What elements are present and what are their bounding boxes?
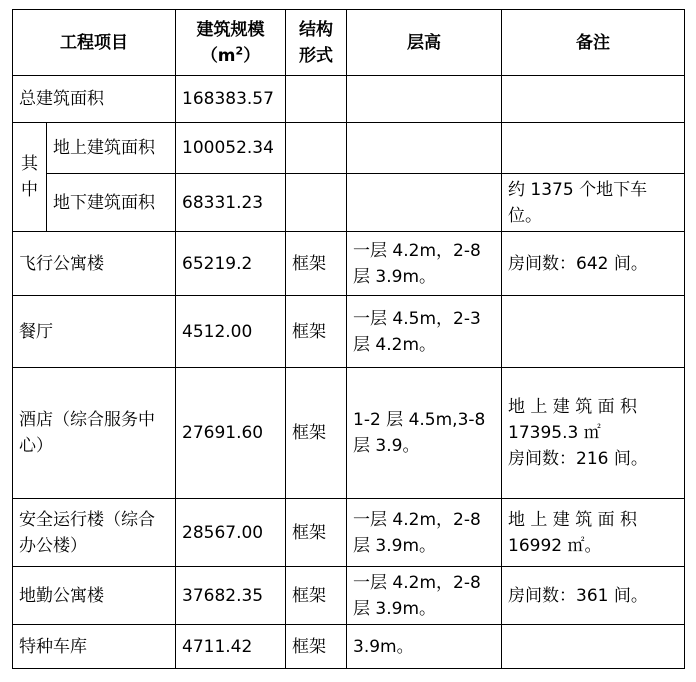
table-row bbox=[13, 499, 685, 567]
row-height: 一层 4.2m，2-8 层 3.9m。 bbox=[347, 499, 502, 567]
header-note: 备注 bbox=[502, 10, 685, 76]
building-table bbox=[12, 9, 685, 669]
table-row bbox=[13, 368, 685, 499]
header-structure: 结构 形式 bbox=[286, 10, 347, 76]
row-name: 特种车库 bbox=[13, 625, 176, 669]
row-name: 地下建筑面积 bbox=[47, 174, 176, 232]
row-note bbox=[502, 625, 685, 669]
header-scale bbox=[176, 10, 286, 76]
row-height: 一层 4.5m，2-3 层 4.2m。 bbox=[347, 296, 502, 368]
row-name: 总建筑面积 bbox=[13, 76, 176, 123]
row-note bbox=[502, 123, 685, 174]
row-height bbox=[347, 123, 502, 174]
table-row bbox=[13, 232, 685, 296]
row-name: 飞行公寓楼 bbox=[13, 232, 176, 296]
row-note: 房间数：642 间。 bbox=[502, 232, 685, 296]
row-name: 餐厅 bbox=[13, 296, 176, 368]
table-row bbox=[13, 296, 685, 368]
row-structure: 框架 bbox=[286, 499, 347, 567]
table-row bbox=[13, 567, 685, 625]
row-note: 约 1375 个地下车 位。 bbox=[502, 174, 685, 232]
row-height: 1-2 层 4.5m,3-8 层 3.9。 bbox=[347, 368, 502, 499]
header-scale-title: 建筑规模 bbox=[196, 19, 265, 40]
header-project: 工程项目 bbox=[13, 10, 176, 76]
row-height: 一层 4.2m，2-8 层 3.9m。 bbox=[347, 232, 502, 296]
group-label: 其 中 bbox=[13, 123, 47, 232]
header-height: 层高 bbox=[347, 10, 502, 76]
row-note: 地 上 建 筑 面 积 16992 ㎡。 bbox=[502, 499, 685, 567]
row-area: 68331.23 bbox=[176, 174, 286, 232]
row-note bbox=[502, 76, 685, 123]
row-area: 4512.00 bbox=[176, 296, 286, 368]
row-height: 3.9m。 bbox=[347, 625, 502, 669]
row-area: 100052.34 bbox=[176, 123, 286, 174]
row-area: 65219.2 bbox=[176, 232, 286, 296]
row-area: 28567.00 bbox=[176, 499, 286, 567]
table-row bbox=[13, 76, 685, 123]
row-height: 一层 4.2m，2-8 层 3.9m。 bbox=[347, 567, 502, 625]
table-row bbox=[13, 625, 685, 669]
row-structure: 框架 bbox=[286, 232, 347, 296]
row-note: 地 上 建 筑 面 积 17395.3 ㎡ 房间数：216 间。 bbox=[502, 368, 685, 499]
row-area: 27691.60 bbox=[176, 368, 286, 499]
row-height bbox=[347, 76, 502, 123]
row-structure: 框架 bbox=[286, 296, 347, 368]
row-name: 地上建筑面积 bbox=[47, 123, 176, 174]
row-area: 168383.57 bbox=[176, 76, 286, 123]
row-structure bbox=[286, 123, 347, 174]
row-note bbox=[502, 296, 685, 368]
row-height bbox=[347, 174, 502, 232]
row-structure bbox=[286, 174, 347, 232]
row-area: 4711.42 bbox=[176, 625, 286, 669]
table-row bbox=[13, 174, 685, 232]
row-area: 37682.35 bbox=[176, 567, 286, 625]
row-structure: 框架 bbox=[286, 368, 347, 499]
row-note: 房间数：361 间。 bbox=[502, 567, 685, 625]
row-structure bbox=[286, 76, 347, 123]
header-scale-unit: $(m^2)$ bbox=[200, 43, 261, 66]
row-name: 酒店（综合服务中 心） bbox=[13, 368, 176, 499]
row-name: 地勤公寓楼 bbox=[13, 567, 176, 625]
row-structure: 框架 bbox=[286, 625, 347, 669]
row-structure: 框架 bbox=[286, 567, 347, 625]
table-row bbox=[13, 123, 685, 174]
row-name: 安全运行楼（综合 办公楼） bbox=[13, 499, 176, 567]
header-row bbox=[13, 10, 685, 76]
